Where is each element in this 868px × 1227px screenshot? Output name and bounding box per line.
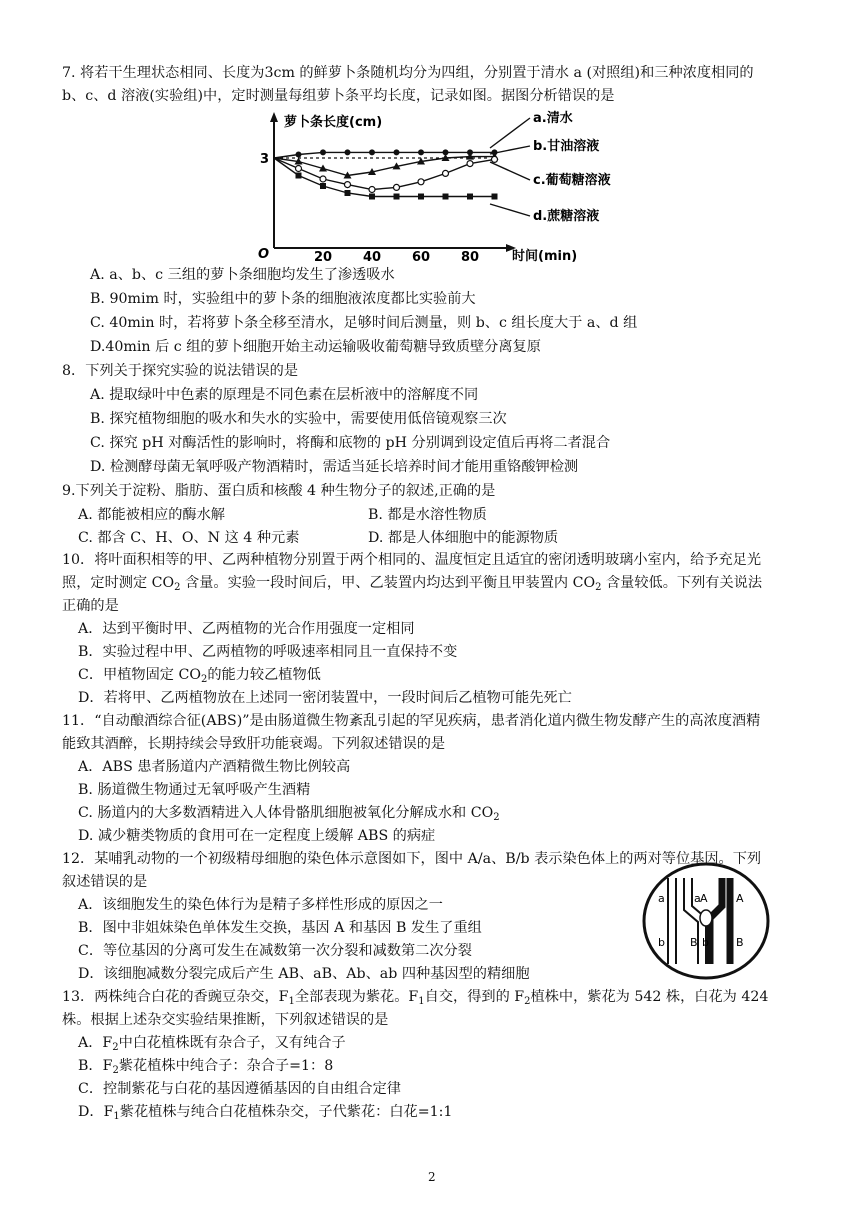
chromosome-diagram	[640, 860, 772, 982]
chart-ylabel: 萝卜条长度(cm)	[284, 115, 383, 130]
gene-label-b2: b	[702, 936, 709, 949]
legend-a: a.清水	[533, 111, 573, 126]
series-3-point-9	[492, 194, 498, 200]
gene-label-a2: a	[694, 892, 701, 905]
series-3-point-7	[443, 194, 449, 200]
q11-option-b: B. 肠道微生物通过无氧呼吸产生酒精	[78, 782, 311, 798]
series-3-point-6	[418, 194, 424, 200]
gene-label-b1: b	[658, 936, 665, 949]
q12-option-c: C．等位基因的分离可发生在减数第一次分裂和减数第二次分裂	[78, 943, 472, 959]
q8-option-d: D. 检测酵母菌无氧呼吸产物酒精时，需适当延长培养时间才能用重铬酸钾检测	[90, 459, 579, 475]
chart-axes	[270, 112, 516, 252]
q8-option-c: C. 探究 pH 对酶活性的影响时，将酶和底物的 pH 分别调到设定值后再将二者混合	[90, 435, 611, 451]
q8-stem: 8．下列关于探究实验的说法错误的是	[62, 363, 299, 379]
q10-option-d: D．若将甲、乙两植物放在上述同一密闭装置中，一段时间后乙植物可能先死亡	[78, 690, 572, 706]
q7-line-chart	[250, 108, 630, 268]
q7-option-a: A. a、b、c 三组的萝卜条细胞均发生了渗透吸水	[90, 267, 395, 283]
legend-b: b.甘油溶液	[533, 139, 600, 154]
q10-stem-line1: 10．将叶面积相等的甲、乙两种植物分别置于两个相同的、温度恒定且适宜的密闭透明玻璃小室内，给予充足光	[62, 552, 762, 568]
legend-line-a	[490, 118, 530, 148]
series-2-point-6	[418, 179, 424, 185]
q12-option-a: A．该细胞发生的染色体行为是精子多样性形成的原因之一	[78, 897, 443, 913]
q9-option-c: C. 都含 C、H、O、N 这 4 种元素	[78, 530, 300, 546]
series-2-point-7	[443, 170, 449, 176]
series-3-point-3	[345, 190, 351, 196]
chart-origin: O	[258, 247, 270, 262]
chart-xtick-20: 20	[314, 250, 333, 265]
q7-option-d: D.40min 后 c 组的萝卜细胞开始主动运输吸收葡萄糖导致质壁分离复原	[90, 339, 541, 355]
q13-option-d: D．$F_1$紫花植株与纯合白花植株杂交，子代紫花：白花=1:1	[78, 1104, 453, 1122]
series-0-point-5	[394, 149, 400, 155]
series-2-point-4	[369, 187, 375, 193]
page-number: 2	[428, 1170, 436, 1184]
legend-line-c	[490, 162, 530, 180]
q13-option-c: C．控制紫花与白花的基因遵循基因的自由组合定律	[78, 1081, 401, 1097]
legend-c: c.葡萄糖溶液	[533, 173, 611, 188]
series-0-point-4	[369, 149, 375, 155]
q7-option-b: B. 90mim 时，实验组中的萝卜条的细胞液浓度都比实验前大	[90, 291, 476, 307]
chart-xlabel: 时间(min)	[512, 249, 578, 264]
q12-option-d: D．该细胞减数分裂完成后产生 AB、aB、Ab、ab 四种基因型的精细胞	[78, 966, 530, 982]
series-line-2	[274, 158, 495, 190]
series-0-point-6	[418, 149, 424, 155]
q11-stem-line2: 能致其酒醉，长期持续会导致肝功能衰竭。下列叙述错误的是	[62, 736, 446, 752]
q7-option-c: C. 40min 时，若将萝卜条全移至清水，足够时间后测量，则 b、c 组长度大于 a、d 组	[90, 315, 638, 331]
q12-stem-line1: 12．某哺乳动物的一个初级精母细胞的染色体示意图如下，图中 A/a、B/b 表示染色体上的两对等位基因。下列	[62, 851, 762, 867]
q11-stem-line1: 11．“自动酿酒综合征(ABS)”是由肠道微生物紊乱引起的罕见疾病，患者消化道内微生物发酵产生的高浓度酒精	[62, 713, 761, 729]
legend-line-d	[490, 204, 530, 216]
q9-option-a: A. 都能被相应的酶水解	[78, 507, 225, 523]
q10-option-a: A．达到平衡时甲、乙两植物的光合作用强度一定相同	[78, 621, 415, 637]
series-3-point-5	[394, 194, 400, 200]
q9-option-d: D. 都是人体细胞中的能源物质	[368, 530, 559, 546]
series-0-point-3	[345, 149, 351, 155]
gene-label-a1: a	[658, 892, 665, 905]
q9-stem: 9.下列关于淀粉、脂肪、蛋白质和核酸 4 种生物分子的叙述,正确的是	[62, 483, 496, 499]
series-2-point-3	[345, 182, 351, 188]
chart-xtick-80: 80	[461, 250, 480, 265]
q13-stem-line2: 株。根据上述杂交实验结果推断，下列叙述错误的是	[62, 1012, 389, 1028]
q10-option-b: B．实验过程中甲、乙两植物的呼吸速率相同且一直保持不变	[78, 644, 458, 660]
series-3-point-2	[320, 183, 326, 189]
series-3-point-1	[296, 173, 302, 179]
q10-option-c: C．甲植物固定 $CO_2$的能力较乙植物低	[78, 667, 321, 685]
series-3-point-8	[467, 194, 473, 200]
q11-option-a: A．ABS 患者肠道内产酒精微生物比例较高	[78, 759, 351, 775]
q12-stem-line2: 叙述错误的是	[62, 874, 148, 890]
series-0-point-2	[320, 149, 326, 155]
series-2-point-2	[320, 176, 326, 182]
series-2-point-1	[296, 166, 302, 172]
gene-label-A1: A	[700, 892, 708, 905]
q11-option-c: C. 肠道内的大多数酒精进入人体骨骼肌细胞被氧化分解成水和 $CO_2$	[78, 805, 500, 823]
series-2-point-8	[467, 161, 473, 167]
series-3-point-4	[369, 194, 375, 200]
gene-label-B1: B	[690, 936, 698, 949]
gene-label-A2: A	[736, 892, 744, 905]
series-2-point-5	[394, 184, 400, 190]
q8-option-b: B. 探究植物细胞的吸水和失水的实验中，需要使用低倍镜观察三次	[90, 411, 507, 427]
q8-option-a: A. 提取绿叶中色素的原理是不同色素在层析液中的溶解度不同	[90, 387, 479, 403]
q13-option-b: B．$F_2$紫花植株中纯合子：杂合子=1：8	[78, 1058, 334, 1076]
q11-option-d: D. 减少糖类物质的食用可在一定程度上缓解 ABS 的病症	[78, 828, 436, 844]
q10-stem-line3: 正确的是	[62, 598, 119, 614]
q10-stem-line2: 照，定时测定 $CO_2$ 含量。实验一段时间后，甲、乙装置内均达到平衡且甲装置内 $CO_2$ 含量较低。下列有关说法	[62, 575, 763, 593]
legend-d: d.蔗糖溶液	[533, 209, 600, 224]
q13-stem-line1: 13．两株纯合白花的香豌豆杂交，$F_1$全部表现为紫花。$F_1$自交，得到的 $F_2$植株中，紫花为 542 株，白花为 424	[62, 989, 769, 1007]
chart-ytick-3: 3	[260, 152, 270, 167]
chart-xtick-60: 60	[412, 250, 431, 265]
series-2-point-9	[492, 156, 498, 162]
q9-option-b: B. 都是水溶性物质	[368, 507, 487, 523]
q13-option-a: A．$F_2$中白花植株既有杂合子，又有纯合子	[78, 1035, 346, 1053]
gene-label-B2: B	[736, 936, 744, 949]
q7-stem-line2: b、c、d 溶液(实验组)中，定时测量每组萝卜条平均长度，记录如图。据图分析错误的是	[62, 88, 615, 104]
q12-option-b: B．图中非姐妹染色单体发生交换，基因 A 和基因 B 发生了重组	[78, 920, 482, 936]
chart-xtick-40: 40	[363, 250, 382, 265]
q7-stem-line1: 7. 将若干生理状态相同、长度为3cm 的鲜萝卜条随机均分为四组，分别置于清水 a (对照组)和三种浓度相同的	[62, 65, 754, 81]
series-0-point-1	[296, 152, 302, 158]
